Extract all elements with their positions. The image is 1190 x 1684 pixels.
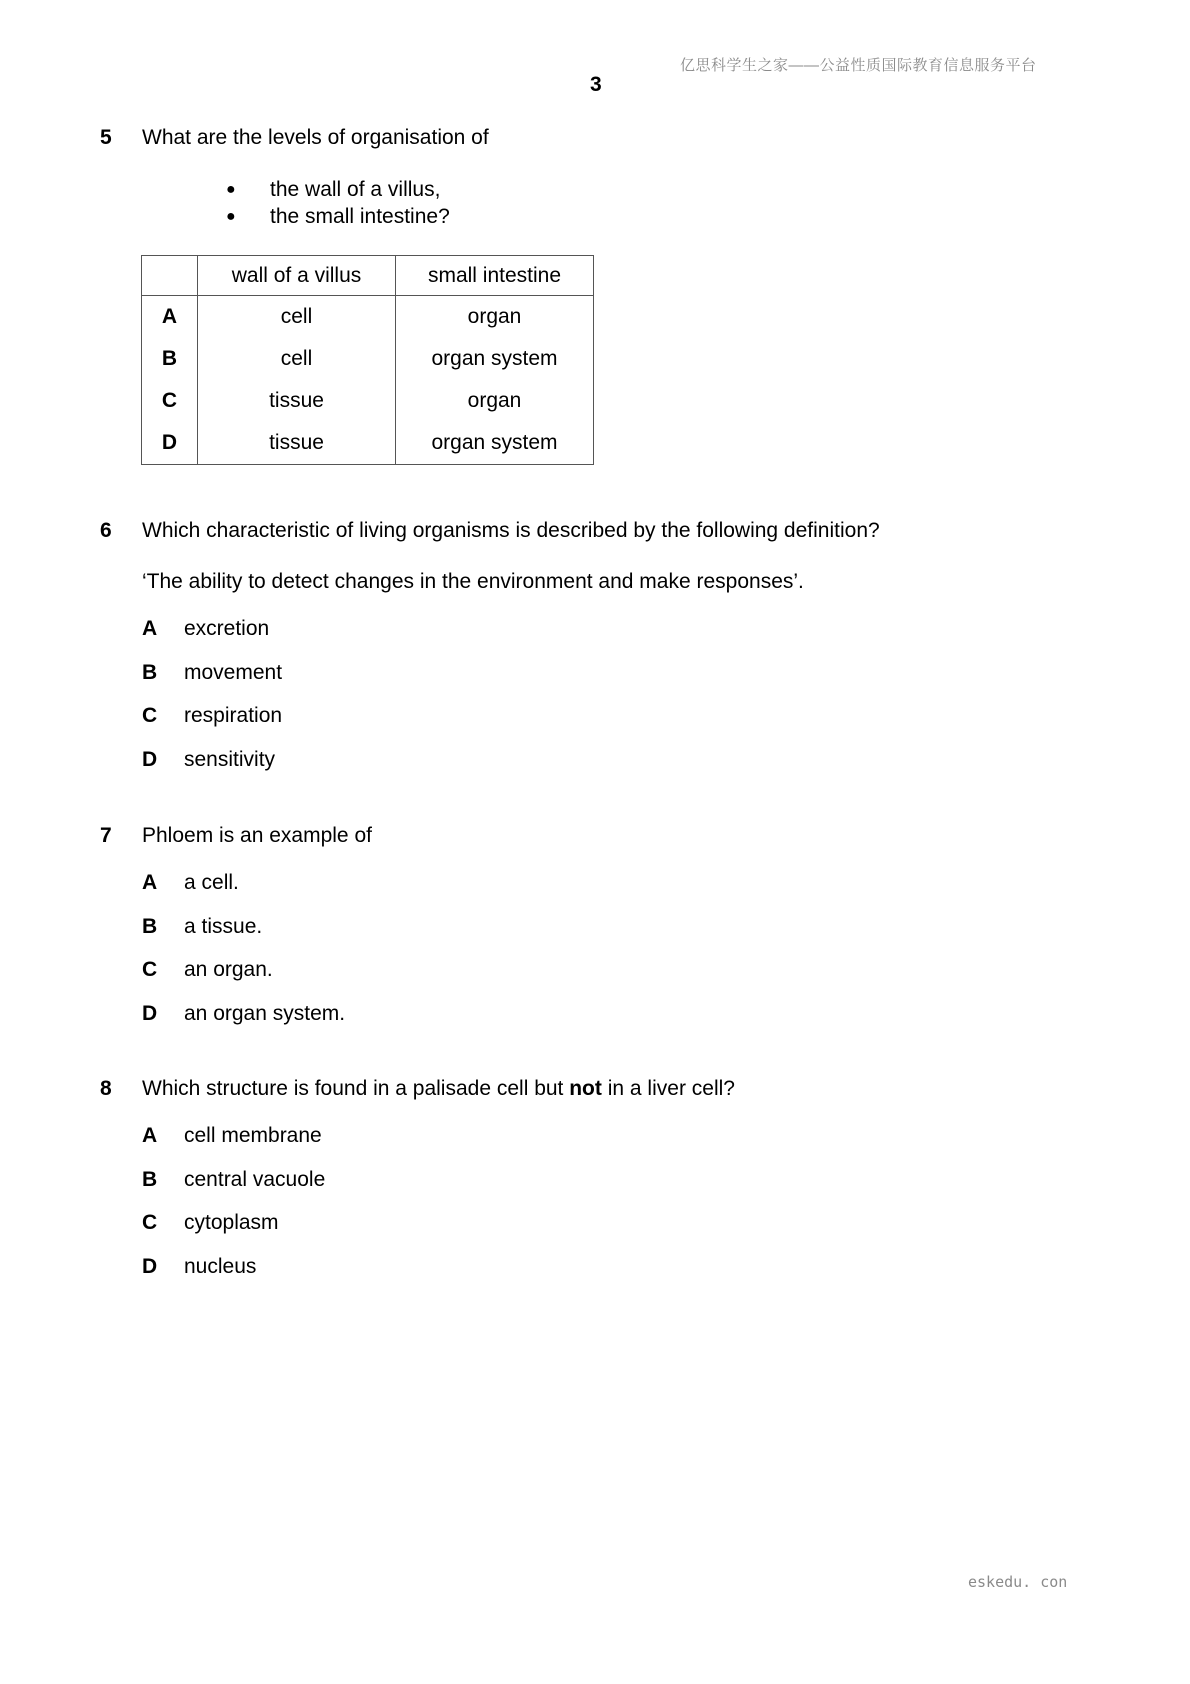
table-row xyxy=(142,296,594,339)
question-8-text xyxy=(142,1077,735,1101)
question-5-bullet: the wall of a villus, xyxy=(270,178,441,201)
table-header-cell: wall of a villus xyxy=(198,256,396,296)
table-cell: tissue xyxy=(198,422,396,465)
question-6-quote: ‘The ability to detect changes in the environment and make responses’. xyxy=(142,570,804,593)
page-number: 3 xyxy=(590,73,602,96)
table-cell: organ xyxy=(396,296,594,339)
footer-watermark: eskedu. con xyxy=(968,1573,1068,1591)
option-text: an organ system. xyxy=(184,1002,346,1025)
header-watermark: 亿思科学生之家——公益性质国际教育信息服务平台 xyxy=(680,57,1037,74)
question-6-number: 6 xyxy=(100,519,112,542)
table-row xyxy=(142,380,594,422)
table-cell: D xyxy=(142,422,198,465)
question-7-text: Phloem is an example of xyxy=(142,824,372,847)
table-header-row xyxy=(142,256,594,296)
question-5-number: 5 xyxy=(100,126,112,149)
table-cell: cell xyxy=(198,296,396,339)
option-letter: C xyxy=(142,1211,158,1234)
option-text: sensitivity xyxy=(184,748,276,771)
table-header-cell: small intestine xyxy=(396,256,594,296)
question-8-emphasis: not xyxy=(569,1077,602,1100)
question-5-text: What are the levels of organisation of xyxy=(142,126,489,149)
option-text: cell membrane xyxy=(184,1124,322,1147)
table-cell: organ xyxy=(396,380,594,422)
option-letter: D xyxy=(142,1255,158,1278)
option-text: respiration xyxy=(184,704,283,727)
organisation-levels-table xyxy=(141,255,594,465)
option-letter: A xyxy=(142,617,158,640)
option-text: excretion xyxy=(184,617,270,640)
question-6-text: Which characteristic of living organisms is described by the following definition? xyxy=(142,519,880,542)
option-text: a cell. xyxy=(184,871,239,894)
table-cell: C xyxy=(142,380,198,422)
table-cell: organ system xyxy=(396,338,594,380)
option-text: a tissue. xyxy=(184,915,263,938)
bullet-icon: ● xyxy=(226,181,236,198)
option-text: movement xyxy=(184,661,283,684)
option-letter: C xyxy=(142,704,158,727)
option-text: nucleus xyxy=(184,1255,257,1278)
table-row xyxy=(142,422,594,465)
option-letter: D xyxy=(142,1002,158,1025)
option-text: cytoplasm xyxy=(184,1211,279,1234)
question-8-number: 8 xyxy=(100,1077,112,1100)
table-header-cell xyxy=(142,256,198,296)
bullet-icon: ● xyxy=(226,208,236,225)
option-text: central vacuole xyxy=(184,1168,326,1191)
table-cell: tissue xyxy=(198,380,396,422)
option-letter: B xyxy=(142,915,158,938)
question-7-number: 7 xyxy=(100,824,112,847)
option-letter: A xyxy=(142,871,158,894)
option-letter: A xyxy=(142,1124,158,1147)
table-cell: B xyxy=(142,338,198,380)
question-8-text-before: Which structure is found in a palisade cell but xyxy=(142,1077,564,1100)
table-row xyxy=(142,338,594,380)
question-8-text-after: in a liver cell? xyxy=(607,1077,735,1100)
table-cell: organ system xyxy=(396,422,594,465)
option-letter: B xyxy=(142,661,158,684)
option-letter: B xyxy=(142,1168,158,1191)
table-cell: cell xyxy=(198,338,396,380)
question-5-bullet: the small intestine? xyxy=(270,205,450,228)
option-letter: C xyxy=(142,958,158,981)
option-text: an organ. xyxy=(184,958,273,981)
table-cell: A xyxy=(142,296,198,339)
option-letter: D xyxy=(142,748,158,771)
